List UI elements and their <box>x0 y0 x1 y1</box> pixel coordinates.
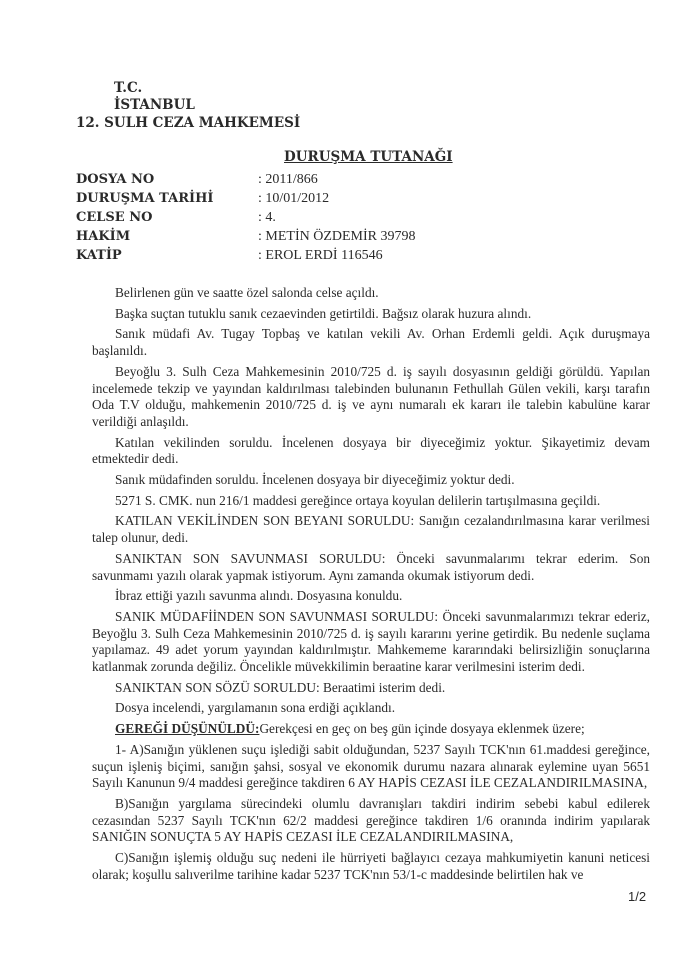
paragraph: Belirlenen gün ve saatte özel salonda celse açıldı. <box>115 285 379 300</box>
paragraph: Başka suçtan tutuklu sanık cezaevinden getirtildi. Bağsız olarak huzura alındı. <box>115 305 532 321</box>
paragraph: Katılan vekilinden soruldu. İncelenen dosyaya bir diyeceğimiz yoktur. Şikayetimiz devam etmektedir dedi. <box>92 434 650 467</box>
meta-label: CELSE NO <box>76 210 153 225</box>
meta-label: DOSYA NO <box>76 172 155 187</box>
paragraph: Sanık müdafi Av. Tugay Topbaş ve katılan vekili Av. Orhan Erdemli geldi. Açık duruşmaya başlanıldı. <box>92 326 650 359</box>
meta-value: : 4. <box>258 210 276 225</box>
meta-label: HAKİM <box>76 229 131 244</box>
page-number: 1/2 <box>628 889 647 904</box>
paragraph: SANIKTAN SON SÖZÜ SORULDU: Beraatimi isterim dedi. <box>115 679 446 695</box>
decision-intro: Gerekçesi en geç on beş gün içinde dosyaya eklenmek üzere; <box>259 721 585 737</box>
meta-value: : METİN ÖZDEMİR 39798 <box>258 229 416 244</box>
paragraph: Dosya incelendi, yargılamanın sona erdiği açıklandı. <box>115 700 396 716</box>
paragraph: 5271 S. CMK. nun 216/1 maddesi gereğince ortaya koyulan delilerin tartışılmasına geçildi. <box>115 492 601 508</box>
decision-heading: GEREĞİ DÜŞÜNÜLDÜ: <box>115 721 260 737</box>
paragraph: Beyoğlu 3. Sulh Ceza Mahkemesinin 2010/725 d. iş sayılı dosyasının geldiği görüldü. Yapılan incelemede tekzip ve yayından kaldırılması talebinden bulunanın Fethullah Gülen vekili, karşı tarafın Oda T.V olduğu, mahkemenin 2010/725 d. iş ve aynı numaralı ek kararı ile talebin kabulüne karar verildiği anlaşıldı. <box>92 363 650 429</box>
decision-item: 1- A)Sanığın yüklenen suçu işlediği sabit olduğundan, 5237 Sayılı TCK'nın 61.maddesi gereğince, suçun işleniş biçimi, sanığın şahsi, sosyal ve ekonomik durumu nazara alınarak eylemine uyan 5651 Sayılı Kanunun 9/4 maddesi gereğince takdiren 6 AY HAPİS CEZASI İLE CEZALANDIRILMASINA, <box>92 741 650 791</box>
decision-item: C)Sanığın işlemiş olduğu suç nedeni ile hürriyeti bağlayıcı cezaya mahkumiyetin kanuni neticesi olarak; koşullu salıverilme tarihine kadar 5237 TCK'nın 53/1-c maddesinde belirtilen hak ve <box>92 850 650 882</box>
header-city: İSTANBUL <box>114 97 195 113</box>
decision-paragraph <box>92 721 650 738</box>
minutes-body <box>92 285 650 888</box>
header-tc: T.C. <box>114 80 143 96</box>
paragraph: KATILAN VEKİLİNDEN SON BEYANI SORULDU: Sanığın cezalandırılmasına karar verilmesi talep olunur, dedi. <box>92 513 650 546</box>
paragraph: İbraz ettiği yazılı savunma alındı. Dosyasına konuldu. <box>115 588 403 604</box>
meta-label: KATİP <box>76 248 122 263</box>
document-title: DURUŞMA TUTANAĞI <box>284 149 453 165</box>
meta-value: : 10/01/2012 <box>258 191 330 206</box>
paragraph: Sanık müdafinden soruldu. İncelenen dosyaya bir diyeceğimiz yoktur dedi. <box>115 472 515 488</box>
meta-value: : 2011/866 <box>258 172 318 187</box>
meta-label: DURUŞMA TARİHİ <box>76 191 214 206</box>
decision-item: B)Sanığın yargılama sürecindeki olumlu davranışları takdiri indirim sebebi kabul edilerek cezasından 5237 Sayılı TCK'nın 62/2 maddesi gereğince takdiren 1/6 oranında indirim yapılarak SANIĞIN SONUÇTA 5 AY HAPİS CEZASI İLE CEZALANDIRILMASINA, <box>92 795 650 845</box>
paragraph: SANIK MÜDAFİİNDEN SON SAVUNMASI SORULDU: Önceki savunmalarımızı tekrar ederiz, Beyoğlu 3. Sulh Ceza Mahkemesinin 2010/725 d. iş sayılı kararını yerine getirdik. Bu nedenle suçlama yapılamaz. 49 adet yorum yayından kaldırılmıştır. Mahkememe kararındaki belirsizliğin sonuçlarına katlanmak zorunda değiliz. Öncelikle müvekkilimin beraatine karar verilmesini isterim dedi. <box>92 608 650 675</box>
meta-value: : EROL ERDİ 116546 <box>258 248 383 263</box>
header-court: 12. SULH CEZA MAHKEMESİ <box>76 115 301 131</box>
paragraph: SANIKTAN SON SAVUNMASI SORULDU: Önceki savunmalarımı tekrar ederim. Son savunmamı yazılı olarak yapmak istiyorum. Aynı zamanda okumak istiyorum dedi. <box>92 550 650 583</box>
